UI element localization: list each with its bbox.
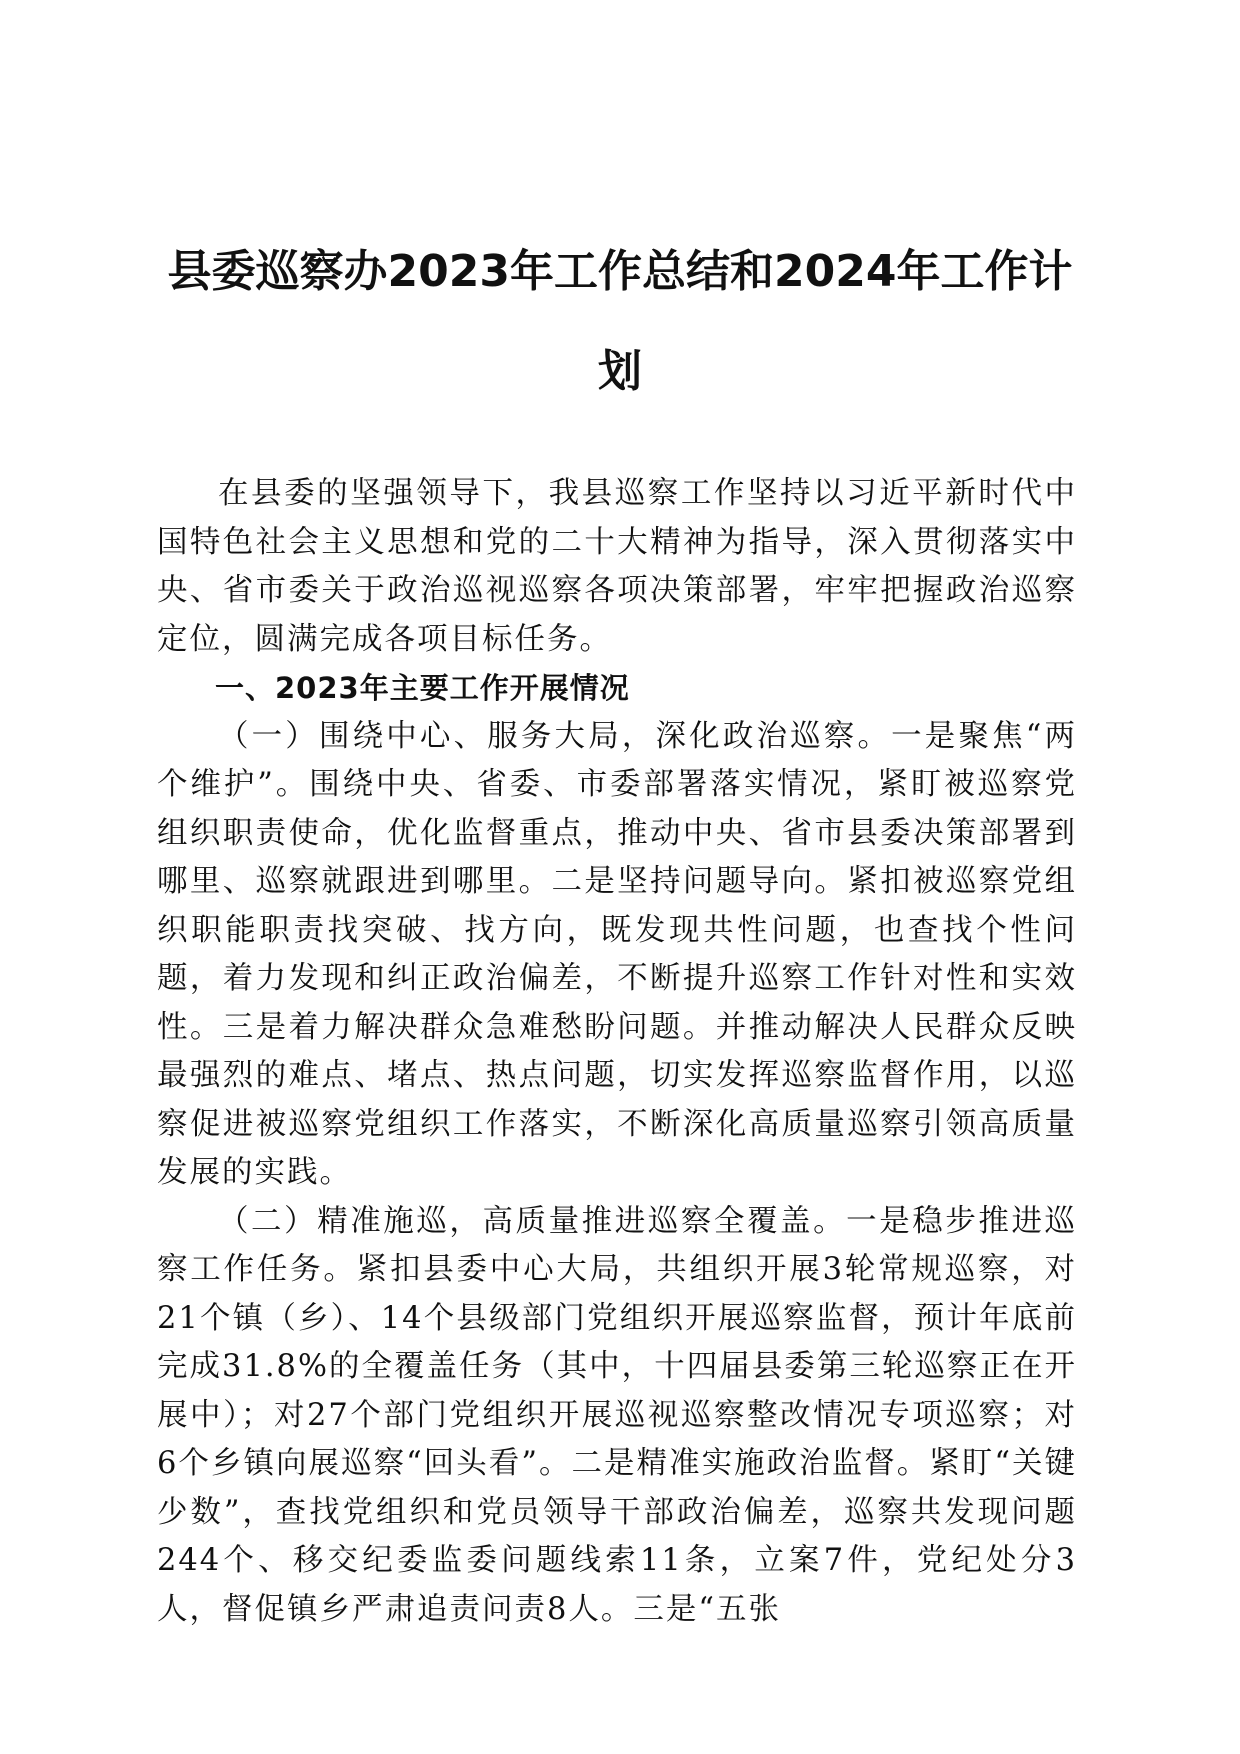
section-heading: 一、2023年主要工作开展情况 bbox=[215, 671, 630, 705]
intro-paragraph: 在县委的坚强领导下，我县巡察工作坚持以习近平新时代中国特色社会主义思想和党的二十大精神为指导，深入贯彻落实中央、省市委关于政治巡视巡察各项决策部署，牢牢把握政治巡察定位，圆满完成各项目标任务。 bbox=[157, 476, 1077, 657]
document-body bbox=[157, 470, 1077, 1634]
section-paragraph-2: （二）精准施巡，高质量推进巡察全覆盖。一是稳步推进巡察工作任务。紧扣县委中心大局，共组织开展3轮常规巡察，对21个镇（乡）、14个县级部门党组织开展巡察监督，预计年底前完成31.8%的全覆盖任务（其中，十四届县委第三轮巡察正在开展中）；对27个部门党组织开展巡视巡察整改情况专项巡察；对6个乡镇向展巡察“回头看”。二是精准实施政治监督。紧盯“关键少数”，查找党组织和党员领导干部政治偏差，巡察共发现问题244个、移交纪委监委问题线索11条，立案7件，党纪处分3人，督促镇乡严肃追责问责8人。三是“五张 bbox=[157, 1203, 1077, 1627]
document-title: 县委巡察办2023年工作总结和2024年工作计划 bbox=[167, 246, 1073, 397]
section-paragraph-1: （一）围绕中心、服务大局，深化政治巡察。一是聚焦“两个维护”。围绕中央、省委、市委部署落实情况，紧盯被巡察党组织职责使命，优化监督重点，推动中央、省市县委决策部署到哪里、巡察就跟进到哪里。二是坚持问题导向。紧扣被巡察党组织职能职责找突破、找方向，既发现共性问题，也查找个性问题，着力发现和纠正政治偏差，不断提升巡察工作针对性和实效性。三是着力解决群众急难愁盼问题。并推动解决人民群众反映最强烈的难点、堵点、热点问题，切实发挥巡察监督作用，以巡察促进被巡察党组织工作落实，不断深化高质量巡察引领高质量发展的实践。 bbox=[157, 718, 1077, 1190]
